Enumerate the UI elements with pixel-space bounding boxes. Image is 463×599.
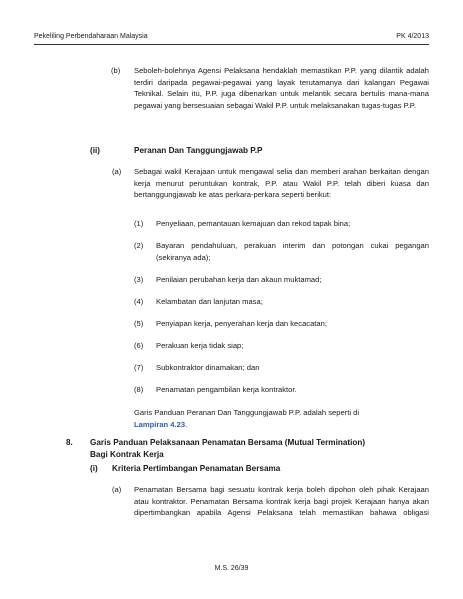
section-8-title	[90, 437, 430, 460]
para-a-text: Sebagai wakil Kerajaan untuk mengawal selia dan memberi arahan berkaitan dengan kerja menurut peruntukan kontrak, P.P. atau Wakil P.P. telah diberi kuasa dan bertanggungjawab ke atas perkara-perkara seperti berikut:	[134, 167, 429, 199]
guideline-text	[134, 407, 429, 430]
list-item-number: (5)	[134, 319, 144, 328]
list-item-number: (1)	[134, 219, 144, 228]
list-item-number: (4)	[134, 297, 144, 306]
section-ii-title: Peranan Dan Tanggungjawab P.P	[134, 146, 263, 155]
section-8-title-line1: Garis Panduan Pelaksanaan Penamatan Bersama (Mutual Termination)	[90, 438, 366, 447]
section-8-title-line2: Bagi Kontrak Kerja	[90, 449, 164, 459]
para-b-label: (b)	[111, 66, 121, 75]
section-i-number: (i)	[90, 464, 98, 473]
list-item-text: Bayaran pendahuluan, perakuan interim dan potongan cukai pegangan (sekiranya ada);	[156, 241, 429, 262]
guideline-body: Garis Panduan Peranan Dan Tanggungjawab P.P. adalah seperti di	[134, 408, 360, 417]
header-title: Pekeliling Perbendaharaan Malaysia	[34, 33, 148, 40]
list-item-number: (2)	[134, 241, 144, 250]
header-doc-number: PK 4/2013	[396, 33, 429, 40]
para-a-label: (a)	[112, 167, 122, 176]
guideline-period: .	[185, 419, 188, 429]
para-b-text: Seboleh-bolehnya Agensi Pelaksana hendaklah memastikan P.P. yang dilantik adalah terdiri daripada pegawai-pegawai yang layak terutamanya dari kalangan Pegawai Teknikal. Selain itu, P.P. juga dibenarkan untuk melantik secara bertulis mana-mana pegawai yang bersesuaian sebagai Wakil P.P. untuk melaksanakan tugas-tugas P.P.	[134, 66, 429, 110]
list-item-number: (7)	[134, 363, 144, 372]
list-item-text: Penilaian perubahan kerja dan akaun muktamad;	[156, 275, 322, 284]
appendix-link[interactable]: Lampiran 4.23	[134, 419, 186, 429]
section-i-title: Kriteria Pertimbangan Penamatan Bersama	[112, 464, 281, 473]
page-number: M.S. 26/39	[214, 565, 249, 572]
section-8-number: 8.	[66, 438, 73, 447]
header-rule	[34, 44, 429, 45]
list-item-number: (3)	[134, 275, 144, 284]
list-item-text: Kelambatan dan lanjutan masa;	[156, 297, 263, 306]
para-a2-text: Penamatan Bersama bagi sesuatu kontrak kerja boleh dipohon oleh pihak Kerajaan atau kontraktor. Penamatan Bersama kontrak kerja bagi projek Kerajaan hanya akan dipertimbangkan apabila Agensi Pelaksana telah memastikan bahawa obligasi	[134, 485, 429, 517]
list-item-number: (8)	[134, 385, 144, 394]
list-item-text: Penyiapan kerja, penyerahan kerja dan kecacatan;	[156, 319, 327, 328]
para-a2-label: (a)	[112, 485, 122, 494]
list-item-text: Perakuan kerja tidak siap;	[156, 341, 244, 350]
section-ii-number: (ii)	[90, 146, 101, 155]
list-item-text: Penamatan pengambilan kerja kontraktor.	[156, 385, 297, 394]
list-item-text: Penyeliaan, pemantauan kemajuan dan rekod tapak bina;	[156, 219, 351, 228]
list-item-text: Subkontraktor dinamakan; dan	[156, 363, 260, 372]
list-item-number: (6)	[134, 341, 144, 350]
